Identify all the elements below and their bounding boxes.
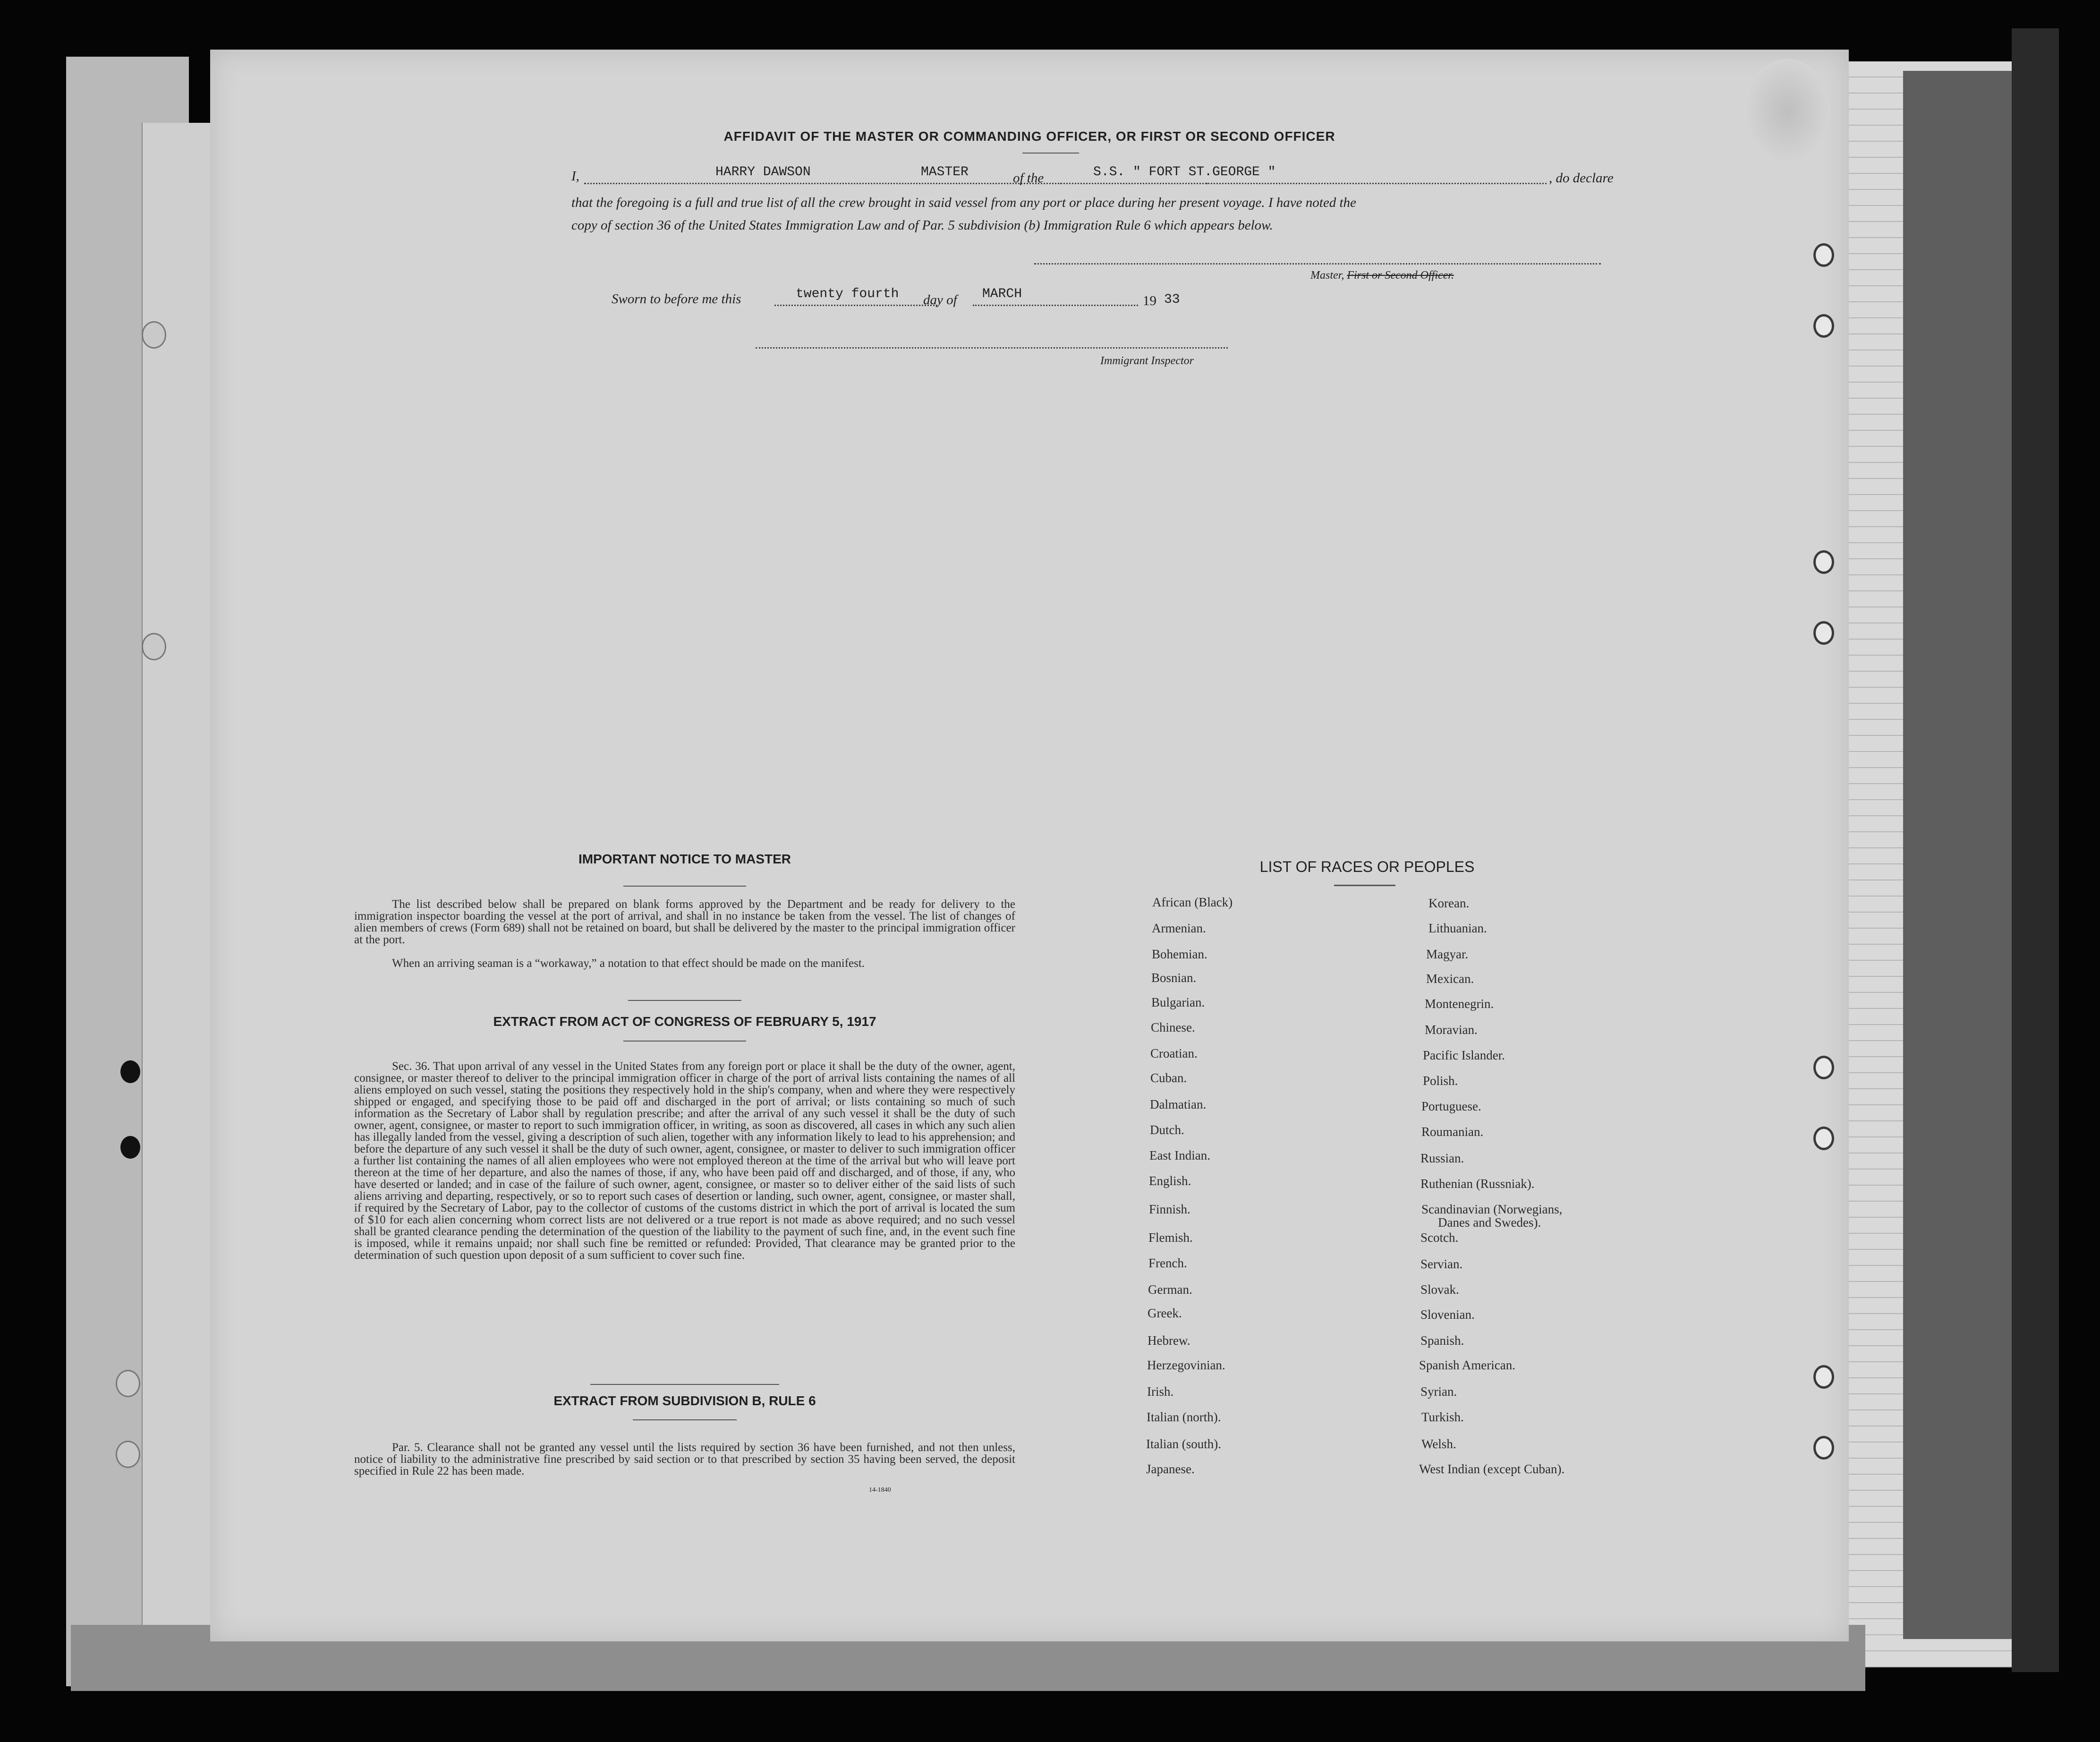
master-name: HARRY DAWSON xyxy=(715,165,811,179)
binder-hole-icon xyxy=(1813,1127,1834,1150)
race-item-left: Croatian. xyxy=(1150,1046,1198,1060)
race-item-left: German. xyxy=(1148,1282,1192,1297)
race-item-right: Spanish. xyxy=(1420,1333,1464,1348)
day-of-label: day of xyxy=(923,292,957,307)
race-item-right: Turkish. xyxy=(1421,1410,1464,1424)
binder-hole-icon xyxy=(116,1441,140,1468)
affidavit-lead: I, xyxy=(571,169,579,184)
race-item-left: Chinese. xyxy=(1151,1020,1195,1034)
race-item-right: Scandinavian (Norwegians, xyxy=(1421,1202,1563,1216)
race-item-right: Polish. xyxy=(1423,1074,1458,1088)
notice-paragraph-1: The list described below shall be prepared on blank forms approved by the Department and be ready for delivery to the immigration inspector boarding the vessel at the port of arrival, and shall in no instance be taken from the vessel. The list of changes of alien members of crews (Form 689) shall not be retained on board, but shall be delivered by the master to the principal immigration officer at the port. xyxy=(354,898,1015,946)
binder-hole-icon xyxy=(1813,243,1834,267)
dark-sheet-right xyxy=(1903,71,2026,1639)
binder-hole-icon xyxy=(1813,1365,1834,1389)
race-item-right: Korean. xyxy=(1428,896,1470,910)
affidavit-title: AFFIDAVIT OF THE MASTER OR COMMANDING OFFICER, OR FIRST OR SECOND OFFICER xyxy=(723,129,1335,144)
title-rule xyxy=(1022,153,1079,154)
race-item-left: Armenian. xyxy=(1152,921,1206,935)
race-item-right: Slovak. xyxy=(1420,1282,1459,1297)
race-item-right: Moravian. xyxy=(1425,1023,1478,1037)
race-item-left: Finnish. xyxy=(1149,1202,1190,1216)
master-rank: MASTER xyxy=(921,165,969,179)
race-item-right: West Indian (except Cuban). xyxy=(1419,1462,1565,1476)
race-item-right: Magyar. xyxy=(1426,947,1469,961)
race-item-right: Mexican. xyxy=(1426,972,1474,986)
binder-hole-icon xyxy=(1813,1056,1834,1079)
sworn-day: twenty fourth xyxy=(796,287,899,301)
race-item-right: Scotch. xyxy=(1420,1230,1459,1245)
stamp-mark xyxy=(1745,59,1830,163)
binder-hole-icon xyxy=(116,1370,140,1397)
race-item-left: Bohemian. xyxy=(1152,947,1207,961)
race-item-left: African (Black) xyxy=(1152,895,1233,909)
sworn-prefix: Sworn to before me this xyxy=(612,291,741,307)
notice-rule xyxy=(623,886,746,887)
race-item-right: Welsh. xyxy=(1421,1437,1456,1451)
race-item-left: East Indian. xyxy=(1149,1148,1210,1162)
race-item-right: Spanish American. xyxy=(1419,1358,1515,1372)
race-item-right: Ruthenian (Russniak). xyxy=(1420,1177,1535,1191)
binder-hole-icon xyxy=(1813,550,1834,574)
section-36-rule xyxy=(590,1384,779,1385)
signature-line xyxy=(1034,263,1601,265)
signature-label-master: Master, xyxy=(1310,269,1347,282)
race-item-left: Bulgarian. xyxy=(1151,995,1205,1009)
race-item-left: Hebrew. xyxy=(1148,1333,1190,1348)
sworn-month: MARCH xyxy=(982,287,1022,301)
of-the-label: of the xyxy=(1013,171,1044,186)
manifest-page xyxy=(210,50,1849,1641)
binder-hole-icon xyxy=(142,633,166,660)
race-item-right: Russian. xyxy=(1420,1151,1464,1165)
race-item-left: Italian (north). xyxy=(1147,1410,1221,1424)
section-36-text: Sec. 36. That upon arrival of any vessel in the United States from any foreign port or place it shall be the duty of the owner, agent, consignee, or master thereof to deliver to the principal immigration officer in charge of the port of arrival lists containing the names of all aliens employed on such vessel, stating the positions they respectively hold in the ship's company, when and where they were respectively shipped or engaged, and specifying those to be paid off and discharged in the port of arrival; or lists containing so much of such information as the Secretary of Labor shall by regulation prescribe; and after the arrival of any such vessel it shall be the duty of such owner, agent, consignee, or master to report to such immigration officer, in writing, as soon as discovered, all cases in which any such alien has illegally landed from the vessel, giving a description of such alien, together with any information likely to lead to his apprehension; and before the departure of any such vessel it shall be the duty of such owner, agent, consignee, or master to deliver to such immigration officer a further list containing the names of all alien employees who were not employed thereon at the time of the arrival but who will leave port thereon at the time of her departure, and also the names of those, if any, who have been paid off and discharged, and of those, if any, who have deserted or landed; and in case of the failure of such owner, agent, consignee, or master so to deliver either of the said lists of such aliens arriving and departing, respectively, or so to report such cases of desertion or landing, such owner, agent, consignee, or master shall, if required by the Secretary of Labor, pay to the collector of customs of the customs district in which the port of arrival is located the sum of $10 for each alien concerning whom correct lists are not delivered or a true report is not made as above required; and no such vessel shall be granted clearance pending the determination of the question of the liability to the payment of such fine, and, in the event such fine is imposed, while it remains unpaid; nor shall such fine be remitted or refunded: Provided, That clearance may be granted prior to the determination of such question upon deposit of a sum sufficient to cover such fine. xyxy=(354,1060,1015,1262)
race-item-left: Japanese. xyxy=(1146,1462,1195,1476)
race-item-left: Dalmatian. xyxy=(1150,1097,1207,1111)
binder-hole-icon xyxy=(1813,1436,1834,1460)
inspector-line xyxy=(756,347,1228,349)
signature-label xyxy=(1310,269,1454,282)
race-item-right: Lithuanian. xyxy=(1428,921,1487,935)
notice-paragraph-2: When an arriving seaman is a “workaway,” a notation to that effect should be made on the manifest. xyxy=(392,957,865,970)
year-prefix: 19 xyxy=(1143,293,1156,308)
binder-hole-icon xyxy=(1813,621,1834,645)
sworn-month-line xyxy=(973,305,1138,306)
race-item-left: English. xyxy=(1149,1174,1191,1188)
race-item-right: Servian. xyxy=(1420,1257,1463,1271)
binder-hole-icon xyxy=(1813,314,1834,338)
binder-hole-icon xyxy=(120,1136,140,1159)
race-item-left: Cuban. xyxy=(1150,1071,1187,1085)
races-title: LIST OF RACES OR PEOPLES xyxy=(1259,858,1475,875)
race-item-left: Bosnian. xyxy=(1151,971,1197,985)
vessel-name: S.S. " FORT ST.GEORGE " xyxy=(1093,165,1276,179)
race-item-left: Greek. xyxy=(1148,1306,1182,1320)
race-item-right: Slovenian. xyxy=(1420,1307,1475,1322)
race-item-left: Flemish. xyxy=(1148,1230,1193,1245)
binder-hole-icon xyxy=(142,321,166,349)
race-item-left: Irish. xyxy=(1147,1384,1174,1399)
year-suffix: 33 xyxy=(1164,292,1180,307)
affidavit-line-3: copy of section 36 of the United States Immigration Law and of Par. 5 subdivision (b) Immigration Rule 6 which appears below. xyxy=(571,218,1273,233)
race-item-right: Pacific Islander. xyxy=(1423,1048,1505,1062)
race-item-left: French. xyxy=(1148,1256,1187,1270)
races-rule xyxy=(1334,885,1395,886)
binder-hole-icon xyxy=(120,1060,140,1083)
race-item-right: Roumanian. xyxy=(1421,1125,1484,1139)
race-item-right: Montenegrin. xyxy=(1425,997,1494,1011)
extract-rule-6-title: EXTRACT FROM SUBDIVISION B, RULE 6 xyxy=(553,1393,816,1408)
extract-act-rule xyxy=(623,1041,746,1042)
race-item-left: Dutch. xyxy=(1150,1123,1184,1137)
race-item-left: Italian (south). xyxy=(1146,1437,1221,1451)
inspector-label: Immigrant Inspector xyxy=(1100,355,1194,367)
race-item-right: Syrian. xyxy=(1420,1384,1457,1399)
form-code: 14-1840 xyxy=(869,1486,891,1494)
vessel-line xyxy=(1060,183,1547,184)
binder-edge-right xyxy=(2012,28,2059,1672)
extract-act-title: EXTRACT FROM ACT OF CONGRESS OF FEBRUARY 5, 1917 xyxy=(493,1014,876,1029)
notice-title: IMPORTANT NOTICE TO MASTER xyxy=(578,852,791,866)
notice-rule-2 xyxy=(628,1000,741,1001)
signature-label-struck: First or Second Officer. xyxy=(1347,269,1454,282)
race-item-left: Herzegovinian. xyxy=(1147,1358,1225,1372)
affidavit-line-2: that the foregoing is a full and true list of all the crew brought in said vessel from any port or place during her present voyage. I have noted the xyxy=(571,195,1356,210)
race-item-right: Danes and Swedes). xyxy=(1438,1215,1541,1230)
extract-rule-6-rule xyxy=(633,1419,737,1420)
paragraph-5-text: Par. 5. Clearance shall not be granted any vessel until the lists required by section 36 have been furnished, and not then unless, notice of liability to the administrative fine prescribed by said section or to that prescribed by section 35 having been served, the deposit specified in Rule 22 has been made. xyxy=(354,1441,1015,1477)
sworn-day-line xyxy=(774,305,937,306)
do-declare-label: , do declare xyxy=(1549,171,1614,186)
race-item-right: Portuguese. xyxy=(1421,1099,1481,1113)
